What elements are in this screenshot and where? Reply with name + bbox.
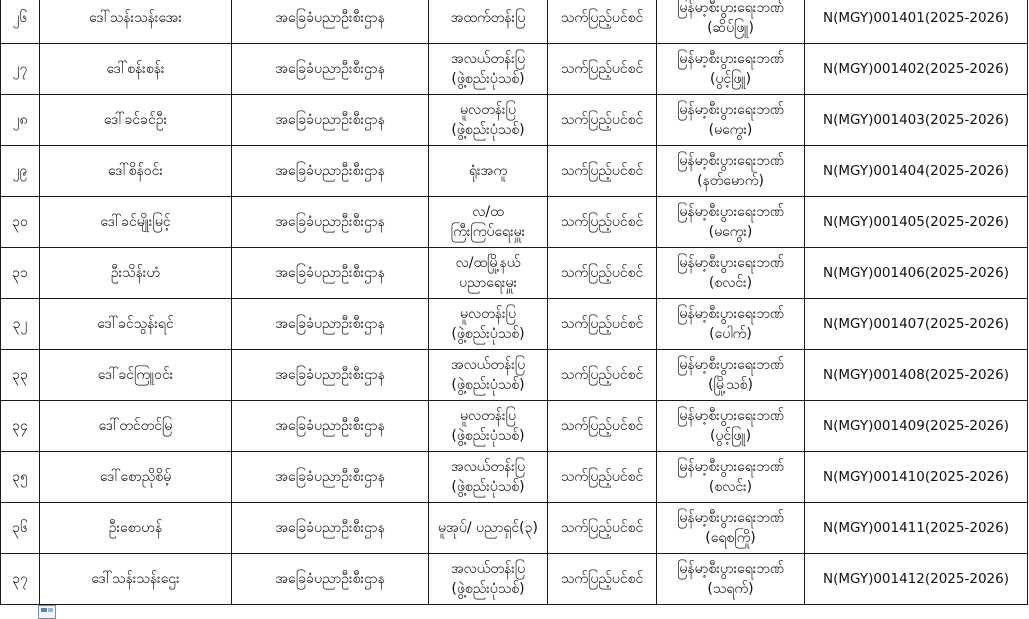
row-number-text: ၂၉ bbox=[12, 163, 28, 179]
department-cell[interactable] bbox=[232, 197, 429, 248]
pension-code-cell[interactable] bbox=[805, 44, 1028, 95]
name-cell[interactable] bbox=[40, 95, 232, 146]
name-cell[interactable] bbox=[40, 554, 232, 605]
position-text: ပညာရေးမှူး bbox=[458, 275, 518, 291]
name-text: ဒေါ်ခင်ကြူဝင်း bbox=[97, 367, 174, 383]
row-number-cell[interactable] bbox=[1, 146, 40, 197]
name-cell[interactable] bbox=[40, 146, 232, 197]
position-cell[interactable] bbox=[429, 44, 548, 95]
department-text: အခြေခံပညာဦးစီးဌာန bbox=[275, 214, 385, 230]
bank-branch-text: (မကွေး) bbox=[708, 224, 753, 240]
pension-type-text: သက်ပြည့်ပင်စင် bbox=[560, 469, 644, 485]
bank-branch-text: (ပေါက်) bbox=[709, 326, 752, 342]
bank-branch-text: (ဆိပ်ဖြူ) bbox=[707, 20, 754, 36]
row-number-text: ၃၇ bbox=[12, 571, 28, 587]
row-number-text: ၃၀ bbox=[12, 214, 28, 230]
pension-type-text: သက်ပြည့်ပင်စင် bbox=[560, 10, 644, 26]
position-text: မူလတန်းပြ bbox=[460, 102, 516, 118]
pension-type-cell[interactable] bbox=[548, 554, 657, 605]
name-cell[interactable] bbox=[40, 0, 232, 44]
position-text: လ/ထမြို့နယ် bbox=[455, 255, 521, 271]
bank-branch-text: မြန်မာ့စီးပွားရေးဘဏ် bbox=[677, 204, 784, 220]
pension-code-text: N(MGY)001401(2025-2026) bbox=[823, 10, 1009, 26]
pension-type-cell[interactable] bbox=[548, 452, 657, 503]
position-text: မူအုပ်/ ပညာရှင်(၃) bbox=[438, 520, 538, 536]
bank-branch-text: မြန်မာ့စီးပွားရေးဘဏ် bbox=[677, 255, 784, 271]
bank-branch-text: မြန်မာ့စီးပွားရေးဘဏ် bbox=[677, 357, 784, 373]
name-text: ဒေါ်စန်းစန်း bbox=[106, 61, 165, 77]
pension-code-cell[interactable] bbox=[805, 146, 1028, 197]
pension-code-cell[interactable] bbox=[805, 350, 1028, 401]
pension-type-cell[interactable] bbox=[548, 299, 657, 350]
name-cell[interactable] bbox=[40, 401, 232, 452]
row-number-cell[interactable] bbox=[1, 503, 40, 554]
department-text: အခြေခံပညာဦးစီးဌာန bbox=[275, 418, 385, 434]
department-cell[interactable] bbox=[232, 401, 429, 452]
bank-branch-cell[interactable] bbox=[657, 197, 805, 248]
position-text: (ဖွဲ့စည်းပုံသစ်) bbox=[451, 122, 525, 138]
pension-code-cell[interactable] bbox=[805, 248, 1028, 299]
position-text: မူလတန်းပြ bbox=[460, 408, 516, 424]
pension-type-text: သက်ပြည့်ပင်စင် bbox=[560, 112, 644, 128]
department-text: အခြေခံပညာဦးစီးဌာန bbox=[275, 571, 385, 587]
pension-code-cell[interactable] bbox=[805, 401, 1028, 452]
name-text: ဒေါ်ခင်မျိုးမြင့် bbox=[100, 214, 171, 230]
pension-type-cell[interactable] bbox=[548, 401, 657, 452]
pension-type-cell[interactable] bbox=[548, 503, 657, 554]
department-cell[interactable] bbox=[232, 95, 429, 146]
department-cell[interactable] bbox=[232, 554, 429, 605]
pension-code-text: N(MGY)001412(2025-2026) bbox=[823, 571, 1009, 587]
pension-code-cell[interactable] bbox=[805, 299, 1028, 350]
name-cell[interactable] bbox=[40, 44, 232, 95]
row-number-text: ၂၈ bbox=[12, 112, 28, 128]
bank-branch-text: မြန်မာ့စီးပွားရေးဘဏ် bbox=[677, 408, 784, 424]
pension-code-text: N(MGY)001404(2025-2026) bbox=[823, 163, 1009, 179]
pension-type-cell[interactable] bbox=[548, 146, 657, 197]
position-text: ကြီးကြပ်ရေးမှူး bbox=[450, 224, 526, 240]
department-cell[interactable] bbox=[232, 299, 429, 350]
row-number-cell[interactable] bbox=[1, 452, 40, 503]
row-number-cell[interactable] bbox=[1, 197, 40, 248]
pension-code-text: N(MGY)001405(2025-2026) bbox=[823, 214, 1009, 230]
position-cell[interactable] bbox=[429, 350, 548, 401]
position-text: အလယ်တန်းပြ bbox=[450, 561, 526, 577]
pension-type-text: သက်ပြည့်ပင်စင် bbox=[560, 214, 644, 230]
bank-branch-cell[interactable] bbox=[657, 146, 805, 197]
position-text: လ/ထ bbox=[472, 204, 504, 220]
bank-branch-cell[interactable] bbox=[657, 44, 805, 95]
bank-branch-cell[interactable] bbox=[657, 95, 805, 146]
name-cell[interactable] bbox=[40, 503, 232, 554]
bank-branch-cell[interactable] bbox=[657, 401, 805, 452]
pension-type-cell[interactable] bbox=[548, 248, 657, 299]
bank-branch-text: မြန်မာ့စီးပွားရေးဘဏ် bbox=[677, 102, 784, 118]
bank-branch-cell[interactable] bbox=[657, 0, 805, 44]
table-row bbox=[1, 197, 1028, 248]
name-text: ဒေါ်သန်းသန်းဌေး bbox=[91, 571, 180, 587]
position-cell[interactable] bbox=[429, 0, 548, 44]
position-text: (ဖွဲ့စည်းပုံသစ်) bbox=[451, 479, 525, 495]
department-text: အခြေခံပညာဦးစီးဌာန bbox=[275, 265, 385, 281]
department-text: အခြေခံပညာဦးစီးဌာန bbox=[275, 61, 385, 77]
pension-code-text: N(MGY)001402(2025-2026) bbox=[823, 61, 1009, 77]
name-cell[interactable] bbox=[40, 452, 232, 503]
row-number-text: ၃၁ bbox=[12, 265, 28, 281]
department-text: အခြေခံပညာဦးစီးဌာန bbox=[275, 316, 385, 332]
row-number-text: ၃၂ bbox=[12, 316, 28, 332]
bank-branch-text: (ပွင့်ဖြူ) bbox=[709, 71, 752, 87]
name-cell[interactable] bbox=[40, 248, 232, 299]
row-number-text: ၃၅ bbox=[12, 469, 28, 485]
department-text: အခြေခံပညာဦးစီးဌာန bbox=[275, 520, 385, 536]
name-text: ဒေါ်တင်တင်မြ bbox=[98, 418, 173, 434]
pension-type-cell[interactable] bbox=[548, 350, 657, 401]
department-text: အခြေခံပညာဦးစီးဌာန bbox=[275, 469, 385, 485]
table-row bbox=[1, 44, 1028, 95]
name-cell[interactable] bbox=[40, 299, 232, 350]
position-cell[interactable] bbox=[429, 248, 548, 299]
pension-code-cell[interactable] bbox=[805, 95, 1028, 146]
pension-code-cell[interactable] bbox=[805, 0, 1028, 44]
table-body bbox=[1, 0, 1028, 605]
department-text: အခြေခံပညာဦးစီးဌာန bbox=[275, 367, 385, 383]
pension-code-text: N(MGY)001409(2025-2026) bbox=[823, 418, 1009, 434]
row-number-cell[interactable] bbox=[1, 248, 40, 299]
row-number-cell[interactable] bbox=[1, 95, 40, 146]
row-number-cell[interactable] bbox=[1, 44, 40, 95]
pension-code-text: N(MGY)001407(2025-2026) bbox=[823, 316, 1009, 332]
department-cell[interactable] bbox=[232, 146, 429, 197]
table-row bbox=[1, 299, 1028, 350]
bank-branch-text: (မြို့သစ်) bbox=[708, 377, 753, 393]
table-row bbox=[1, 0, 1028, 44]
bank-branch-cell[interactable] bbox=[657, 350, 805, 401]
row-number-text: ၂၇ bbox=[12, 61, 28, 77]
pension-type-text: သက်ပြည့်ပင်စင် bbox=[560, 316, 644, 332]
position-text: မူလတန်းပြ bbox=[460, 306, 516, 322]
pension-type-cell[interactable] bbox=[548, 197, 657, 248]
bank-branch-cell[interactable] bbox=[657, 554, 805, 605]
bank-branch-text: (ပွင့်ဖြူ) bbox=[709, 428, 752, 444]
row-number-cell[interactable] bbox=[1, 299, 40, 350]
bank-branch-text: မြန်မာ့စီးပွားရေးဘဏ် bbox=[677, 0, 784, 16]
bank-branch-text: မြန်မာ့စီးပွားရေးဘဏ် bbox=[677, 561, 784, 577]
pension-code-text: N(MGY)001411(2025-2026) bbox=[823, 520, 1009, 536]
pension-code-text: N(MGY)001410(2025-2026) bbox=[823, 469, 1009, 485]
bank-branch-text: မြန်မာ့စီးပွားရေးဘဏ် bbox=[677, 153, 784, 169]
department-text: အခြေခံပညာဦးစီးဌာန bbox=[275, 10, 385, 26]
position-text: (ဖွဲ့စည်းပုံသစ်) bbox=[451, 377, 525, 393]
pension-code-text: N(MGY)001403(2025-2026) bbox=[823, 112, 1009, 128]
row-number-text: ၂၆ bbox=[12, 10, 28, 26]
pension-code-cell[interactable] bbox=[805, 554, 1028, 605]
position-cell[interactable] bbox=[429, 299, 548, 350]
pension-type-text: သက်ပြည့်ပင်စင် bbox=[560, 520, 644, 536]
bank-branch-text: မြန်မာ့စီးပွားရေးဘဏ် bbox=[677, 306, 784, 322]
name-text: ဒေါ်သန်းသန်းအေး bbox=[89, 10, 182, 26]
row-number-cell[interactable] bbox=[1, 0, 40, 44]
bank-branch-text: မြန်မာ့စီးပွားရေးဘဏ် bbox=[677, 51, 784, 67]
pension-type-text: သက်ပြည့်ပင်စင် bbox=[560, 571, 644, 587]
table-row bbox=[1, 248, 1028, 299]
position-text: အလယ်တန်းပြ bbox=[450, 357, 526, 373]
department-cell[interactable] bbox=[232, 503, 429, 554]
position-cell[interactable] bbox=[429, 554, 548, 605]
bank-branch-text: (မကွေး) bbox=[708, 122, 753, 138]
position-cell[interactable] bbox=[429, 197, 548, 248]
paste-options-icon[interactable] bbox=[38, 605, 56, 619]
pension-code-cell[interactable] bbox=[805, 452, 1028, 503]
position-cell[interactable] bbox=[429, 146, 548, 197]
bank-branch-text: (စလင်း) bbox=[708, 479, 753, 495]
position-cell[interactable] bbox=[429, 401, 548, 452]
department-text: အခြေခံပညာဦးစီးဌာန bbox=[275, 163, 385, 179]
row-number-cell[interactable] bbox=[1, 554, 40, 605]
table-row bbox=[1, 554, 1028, 605]
department-cell[interactable] bbox=[232, 350, 429, 401]
row-number-text: ၃၄ bbox=[12, 418, 28, 434]
department-cell[interactable] bbox=[232, 44, 429, 95]
pension-type-cell[interactable] bbox=[548, 44, 657, 95]
pension-type-text: သက်ပြည့်ပင်စင် bbox=[560, 418, 644, 434]
pension-type-cell[interactable] bbox=[548, 95, 657, 146]
position-cell[interactable] bbox=[429, 95, 548, 146]
row-number-text: ၃၆ bbox=[12, 520, 28, 536]
bank-branch-text: (စလင်း) bbox=[708, 275, 753, 291]
pension-type-text: သက်ပြည့်ပင်စင် bbox=[560, 265, 644, 281]
row-number-cell[interactable] bbox=[1, 401, 40, 452]
name-text: ဒေါ်ခင်ခင်ဦး bbox=[103, 112, 168, 128]
table-row bbox=[1, 452, 1028, 503]
pension-code-cell[interactable] bbox=[805, 197, 1028, 248]
bank-branch-cell[interactable] bbox=[657, 248, 805, 299]
bank-branch-cell[interactable] bbox=[657, 452, 805, 503]
pension-type-text: သက်ပြည့်ပင်စင် bbox=[560, 367, 644, 383]
position-text: အလယ်တန်းပြ bbox=[450, 51, 526, 67]
name-text: ဦးသိန်းဟံ bbox=[110, 265, 161, 281]
department-text: အခြေခံပညာဦးစီးဌာန bbox=[275, 112, 385, 128]
bank-branch-text: မြန်မာ့စီးပွားရေးဘဏ် bbox=[677, 510, 784, 526]
position-text: အထက်တန်းပြ bbox=[450, 10, 526, 26]
bank-branch-cell[interactable] bbox=[657, 503, 805, 554]
position-cell[interactable] bbox=[429, 503, 548, 554]
position-text: ရုံးအကူ bbox=[468, 163, 508, 179]
table-row bbox=[1, 146, 1028, 197]
table-row bbox=[1, 350, 1028, 401]
name-cell[interactable] bbox=[40, 350, 232, 401]
name-cell[interactable] bbox=[40, 197, 232, 248]
department-cell[interactable] bbox=[232, 452, 429, 503]
pension-code-text: N(MGY)001408(2025-2026) bbox=[823, 367, 1009, 383]
row-number-cell[interactable] bbox=[1, 350, 40, 401]
pension-type-text: သက်ပြည့်ပင်စင် bbox=[560, 61, 644, 77]
bank-branch-text: (နတ်မောက်) bbox=[697, 173, 764, 189]
pension-type-cell[interactable] bbox=[548, 0, 657, 44]
pension-code-text: N(MGY)001406(2025-2026) bbox=[823, 265, 1009, 281]
position-cell[interactable] bbox=[429, 452, 548, 503]
department-cell[interactable] bbox=[232, 0, 429, 44]
table-row bbox=[1, 503, 1028, 554]
bank-branch-text: (သရက်) bbox=[707, 581, 754, 597]
table-row bbox=[1, 95, 1028, 146]
name-text: ဒေါ်စိန်ဝင်း bbox=[108, 163, 163, 179]
name-text: ဒေါ်ခင်သွန်းရင် bbox=[97, 316, 174, 332]
row-number-text: ၃၃ bbox=[12, 367, 28, 383]
table-row bbox=[1, 401, 1028, 452]
bank-branch-text: (ရေစကြို) bbox=[705, 530, 756, 546]
position-text: (ဖွဲ့စည်းပုံသစ်) bbox=[451, 326, 525, 342]
pension-type-text: သက်ပြည့်ပင်စင် bbox=[560, 163, 644, 179]
bank-branch-cell[interactable] bbox=[657, 299, 805, 350]
position-text: (ဖွဲ့စည်းပုံသစ်) bbox=[451, 581, 525, 597]
pension-code-cell[interactable] bbox=[805, 503, 1028, 554]
name-text: ဦးစောဟန် bbox=[108, 520, 163, 536]
name-text: ဒေါ်စောညိုစိမ့် bbox=[99, 469, 172, 485]
position-text: (ဖွဲ့စည်းပုံသစ်) bbox=[451, 428, 525, 444]
bank-branch-text: မြန်မာ့စီးပွားရေးဘဏ် bbox=[677, 459, 784, 475]
position-text: (ဖွဲ့စည်းပုံသစ်) bbox=[451, 71, 525, 87]
position-text: အလယ်တန်းပြ bbox=[450, 459, 526, 475]
department-cell[interactable] bbox=[232, 248, 429, 299]
